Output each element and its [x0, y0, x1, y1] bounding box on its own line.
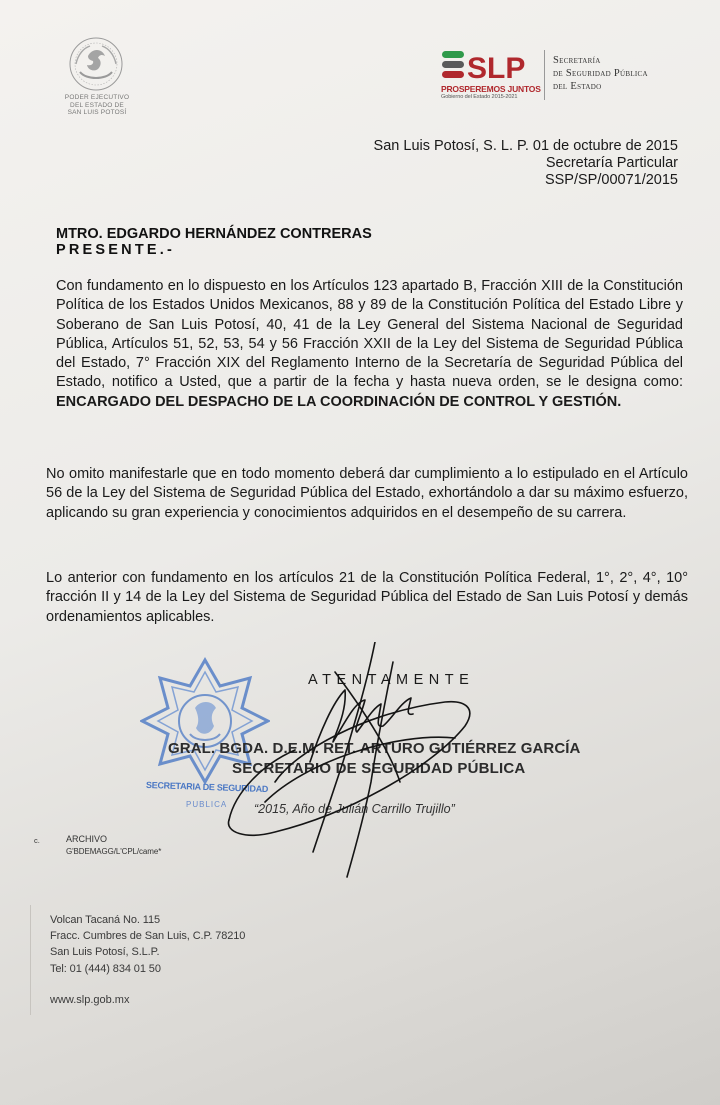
footer-website: www.slp.gob.mx [50, 994, 130, 1006]
addressee-greeting: PRESENTE.- [56, 242, 176, 258]
archive-copy: ARCHIVO [66, 834, 108, 844]
signer-name: GRAL. BGDA. D.E.M. RET. ARTURO GUTIÉRREZ GARCÍA [168, 740, 581, 757]
addressee-name: MTRO. EDGARDO HERNÁNDEZ CONTRERAS [56, 226, 372, 242]
stamp-text: SECRETARIA DE SEGURIDAD [145, 779, 269, 795]
body-paragraph-1 [56, 277, 683, 412]
slp-government-period: Gobierno del Estado 2015-2021 [441, 94, 518, 100]
signer-title: SECRETARIO DE SEGURIDAD PÚBLICA [232, 760, 526, 777]
footer-divider [30, 905, 31, 1015]
body-paragraph-1-text: Con fundamento en lo dispuesto en los Artículos 123 apartado B, Fracción XIII de la Constitución Política de los Estados Unidos Mexicanos, 88 y 89 de la Constitución Política del Estado Libre y Soberano de San Luis Potosí, 40, 41 de la Ley General del Sistema Nacional de Seguridad Pública, Artículos 51, 52, 53, 54 y 56 Fracción XXII de la Ley del Sistema de Seguridad Pública del Estado, 7° Fracción XIX del Reglamento Interno de la Secretaría de Seguridad Pública del Estado, notifico a Usted, que a partir de la fecha y hasta nueva orden, se le designa como: [56, 278, 683, 391]
reference-number: SSP/SP/00071/2015 [544, 172, 678, 188]
seal-caption: PODER EJECUTIVO DEL ESTADO DE SAN LUIS POTOSÍ [64, 94, 130, 116]
slp-slogan: PROSPEREMOS JUNTOS [441, 84, 541, 94]
author-initials: G'BDEMAGG/L'CPL/came* [66, 847, 162, 856]
letter-meta [374, 138, 678, 189]
cc-label: c. [34, 836, 40, 845]
footer-address: Volcan Tacaná No. 115 Fracc. Cumbres de San Luis, C.P. 78210 San Luis Potosí, S.L.P. Tel: 01 (444) 834 01 50 [50, 914, 246, 975]
designation-text: ENCARGADO DEL DESPACHO DE LA COORDINACIÓN DE CONTROL Y GESTIÓN. [56, 393, 622, 410]
secretaria-name: Secretaría de Seguridad Pública del Estado [553, 55, 648, 92]
closing-salutation: ATENTAMENTE [308, 672, 475, 688]
handwritten-signature-icon [215, 642, 485, 887]
body-paragraph-2: No omito manifestarle que en todo momento deberá dar cumplimiento a lo estipulado en el Artículo 56 de la Ley del Sistema de Seguridad Pública del Estado, exhortándolo a dar su máximo esfuerzo, aplicando su gran experiencia y conocimientos adquiridos en el desempeño de su carrera. [46, 466, 688, 521]
year-motto: “2015, Año de Julián Carrillo Trujillo” [254, 802, 455, 816]
office-name: Secretaría Particular [545, 155, 678, 171]
body-paragraph-3: Lo anterior con fundamento en los artículos 21 de la Constitución Política Federal, 1°, 2°, 4°, 10° fracción II y 14 de la Ley del Sistema de Seguridad Pública del Estado de San Luis Potosí y demás ordenamientos aplicables. [46, 570, 688, 625]
place-date: San Luis Potosí, S. L. P. 01 de octubre de 2015 [373, 138, 678, 154]
coat-of-arms-seal-icon [58, 34, 134, 96]
logo-divider [544, 50, 545, 100]
slp-logo-text: SLP [467, 52, 526, 85]
stamp-subtext: PUBLICA [186, 800, 228, 809]
